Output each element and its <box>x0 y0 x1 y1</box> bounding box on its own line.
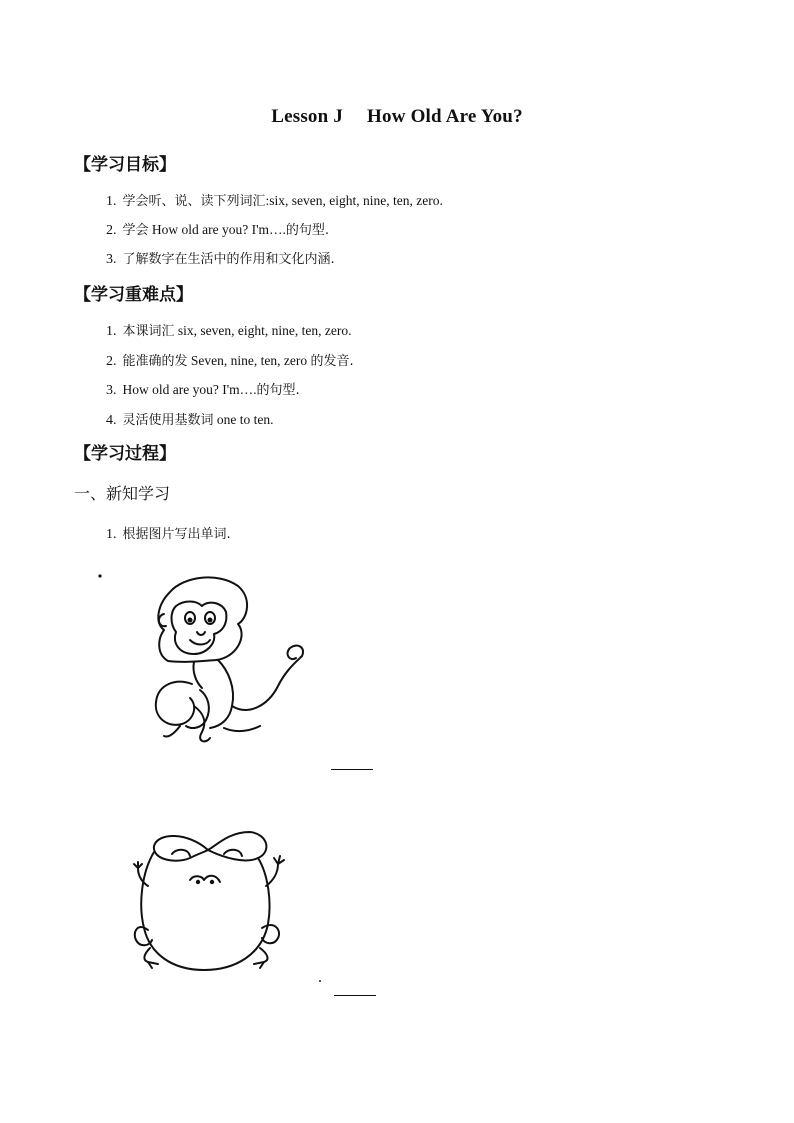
item-text-suffix: 的发音. <box>310 354 354 369</box>
keypoints-heading: 【学习重难点】 <box>74 285 193 305</box>
goal-item <box>106 190 443 210</box>
keypoint-item <box>106 379 300 399</box>
section-subheading: 一、新知学习 <box>74 484 171 503</box>
stray-mark <box>319 980 321 982</box>
frog-picture <box>128 822 288 982</box>
item-text-suffix: 的句型. <box>285 223 330 238</box>
lesson-label: Lesson J <box>271 106 344 127</box>
item-text: 学会 <box>122 223 149 238</box>
item-english: one to ten. <box>213 412 274 427</box>
item-english: How old are you? I'm…. <box>148 222 286 237</box>
item-number: 2. <box>106 354 117 369</box>
goal-item <box>106 219 329 239</box>
answer-blank[interactable] <box>331 769 373 770</box>
item-text: 学会听、说、读下列词汇 <box>122 194 266 209</box>
answer-blank[interactable] <box>334 995 376 996</box>
monkey-picture <box>98 566 318 751</box>
lesson-title <box>0 106 794 128</box>
item-english: Seven, nine, ten, zero <box>187 353 311 368</box>
item-number: 3. <box>106 383 117 398</box>
item-text: 本课词汇 <box>122 324 175 339</box>
item-english: How old are you? I'm…. <box>122 382 257 397</box>
task-item <box>106 523 231 543</box>
item-number: 1. <box>106 527 117 542</box>
keypoint-item <box>106 409 274 429</box>
item-number: 1. <box>106 194 117 209</box>
item-text-suffix: 的句型. <box>256 383 300 398</box>
item-number: 4. <box>106 413 117 428</box>
process-heading: 【学习过程】 <box>74 444 176 464</box>
item-number: 3. <box>106 252 117 267</box>
item-english: :six, seven, eight, nine, ten, zero. <box>265 193 443 208</box>
lesson-question: How Old Are You? <box>367 106 523 127</box>
item-english: six, seven, eight, nine, ten, zero. <box>174 323 352 338</box>
item-text: 了解数字在生活中的作用和文化内涵. <box>122 252 335 267</box>
keypoint-item <box>106 320 351 340</box>
item-text: 灵活使用基数词 <box>122 413 214 428</box>
item-text: 根据图片写出单词. <box>122 527 231 542</box>
item-number: 1. <box>106 324 117 339</box>
goals-heading: 【学习目标】 <box>74 155 176 175</box>
keypoint-item <box>106 350 354 370</box>
item-text: 能准确的发 <box>122 354 188 369</box>
goal-item <box>106 248 335 268</box>
item-number: 2. <box>106 223 117 238</box>
